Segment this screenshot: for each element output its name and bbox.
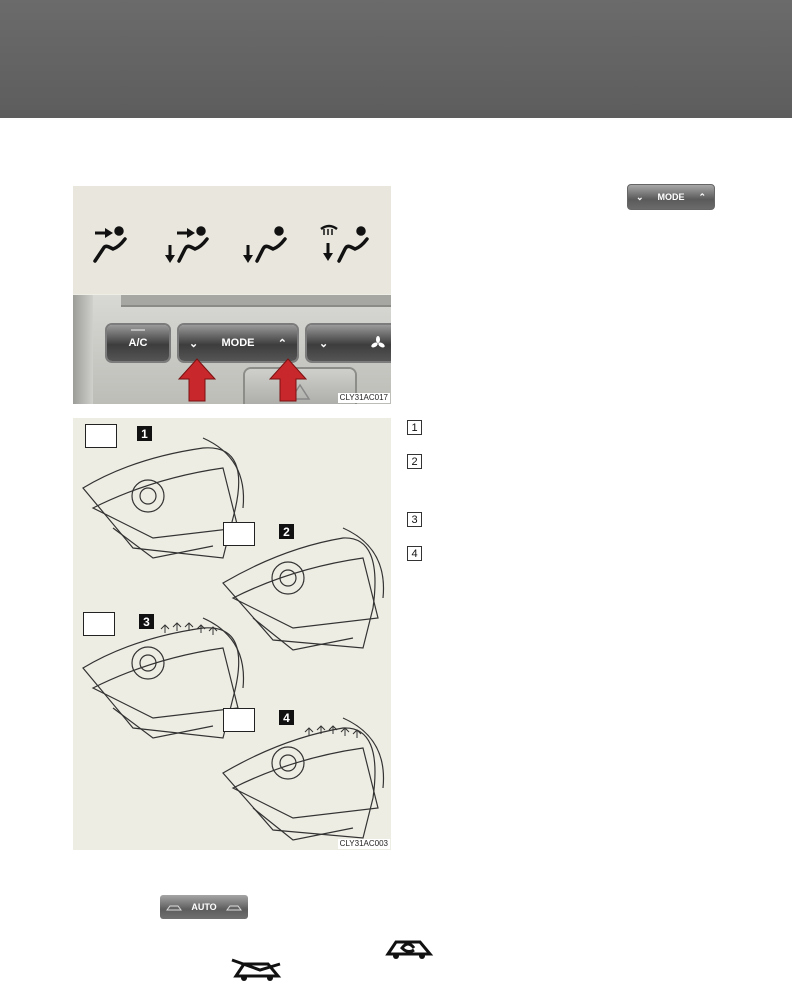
mode-chip-label: MODE xyxy=(657,192,685,202)
recirculated-air-icon xyxy=(166,902,182,912)
position-number: 4 xyxy=(279,710,294,725)
position-number: 2 xyxy=(279,524,294,539)
outside-air-icon xyxy=(226,902,242,912)
airflow-positions-figure xyxy=(73,418,391,850)
position-number: 3 xyxy=(139,614,154,629)
chevron-down-icon: ⌄ xyxy=(319,337,329,350)
face-vent-icon xyxy=(85,424,117,448)
chevron-up-icon: ⌃ xyxy=(277,337,287,350)
face-vent-icon xyxy=(89,221,145,265)
legend-number: 1 xyxy=(407,420,422,435)
feet-windshield-vent-icon xyxy=(317,221,373,265)
auto-button-label: AUTO xyxy=(191,902,217,912)
mode-button xyxy=(179,325,297,361)
legend-number: 4 xyxy=(407,546,422,561)
ac-indicator xyxy=(131,329,145,331)
fan-icon xyxy=(371,336,385,350)
panel-top-bar xyxy=(121,295,391,307)
position-number: 1 xyxy=(137,426,152,441)
figure-code: CLY31AC003 xyxy=(339,839,388,848)
chevron-up-icon: ⌃ xyxy=(698,191,706,202)
chevron-down-icon: ⌄ xyxy=(189,337,199,350)
red-arrow-icon xyxy=(177,357,217,403)
bi-level-vent-icon xyxy=(223,522,255,546)
mode-selection-figure xyxy=(73,186,391,404)
bi-level-vent-icon xyxy=(161,221,217,265)
mode-icon-strip xyxy=(73,186,391,294)
header-band xyxy=(0,0,792,118)
feet-vent-icon xyxy=(83,612,115,636)
auto-button-image xyxy=(160,895,248,919)
legend-number: 3 xyxy=(407,512,422,527)
mode-button-label: MODE xyxy=(221,337,255,349)
recirculated-air-icon xyxy=(384,934,434,960)
red-arrow-icon xyxy=(268,357,308,403)
dashboard-illustrations xyxy=(73,418,391,850)
outside-air-icon xyxy=(230,956,282,982)
mode-button-image xyxy=(627,184,715,210)
chevron-down-icon: ⌄ xyxy=(636,191,644,202)
panel-trim xyxy=(73,295,93,404)
fan-button xyxy=(307,325,391,361)
feet-vent-icon xyxy=(239,221,295,265)
feet-windshield-vent-icon xyxy=(223,708,255,732)
legend-number: 2 xyxy=(407,454,422,469)
ac-button-label: A/C xyxy=(128,337,148,349)
figure-code: CLY31AC017 xyxy=(339,393,388,402)
climate-control-panel-photo xyxy=(73,295,391,404)
